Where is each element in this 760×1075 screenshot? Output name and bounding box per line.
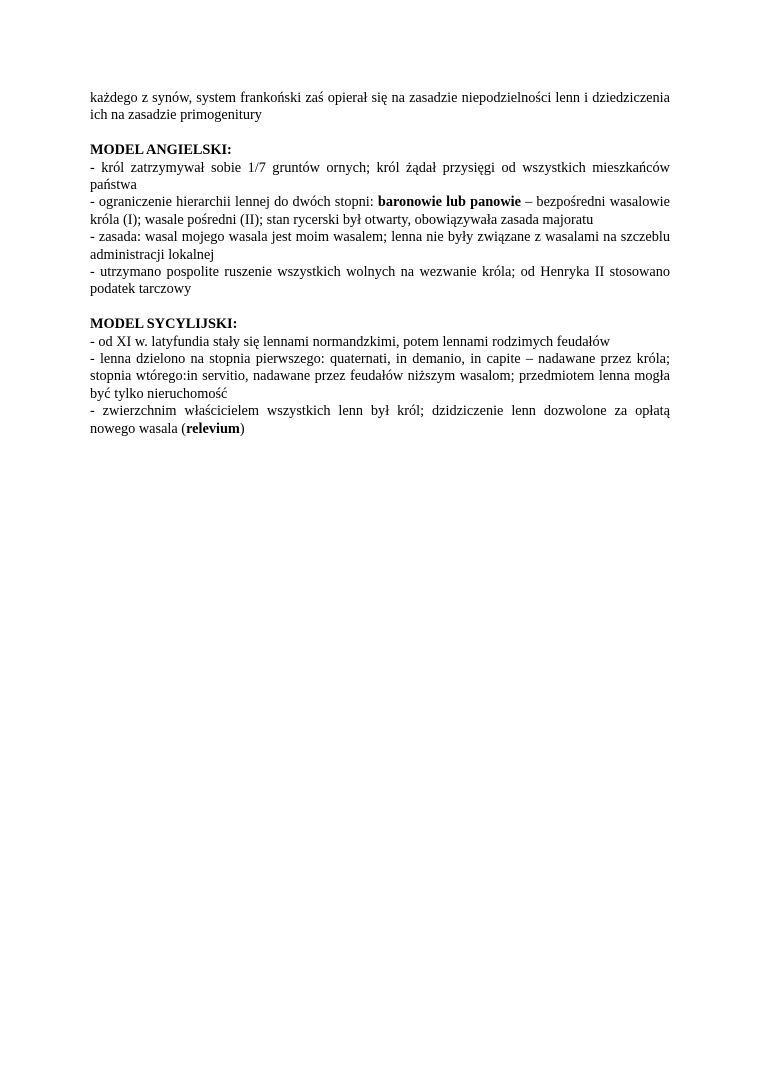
english-point-3: - zasada: wasal mojego wasala jest moim wasalem; lenna nie były związane z wasalami na szczeblu administracji lokalnej (90, 229, 670, 263)
section-heading-sicilian: MODEL SYCYLIJSKI: (90, 316, 238, 333)
sicilian-point-1: - od XI w. latyfundia stały się lennami normandzkimi, potem lennami rodzimych feudałów (90, 333, 610, 350)
english-point-1: - król zatrzymywał sobie 1/7 gruntów ornych; król żądał przysięgi od wszystkich mieszkańców państwa (90, 159, 670, 194)
english-point-2-bold: baronowie lub panowie (377, 194, 521, 211)
sicilian-point-3-text-a: - zwierzchnim właścicielem wszystkich lenn był król; dzidziczenie lenn dozwolone za opłatą nowego wasala ( (90, 403, 670, 437)
document-page (90, 90, 670, 438)
sicilian-point-3 (90, 403, 670, 438)
english-point-2-text-b: – bezpośredni wasalowie króla (I); wasale pośredni (II); stan rycerski był otwarty, obowiązywała zasada majoratu (90, 194, 670, 228)
spacer (90, 125, 670, 142)
spacer (90, 299, 670, 316)
english-point-2-text-a: - ograniczenie hierarchii lennej do dwóch stopni: (90, 194, 378, 211)
sicilian-point-3-bold: relevium (186, 420, 240, 437)
sicilian-point-2: - lenna dzielono na stopnia pierwszego: quaternati, in demanio, in capite – nadawane przez króla; stopnia wtórego:in servitio, nadawane przez feudałów niższym wasalom; przedmiotem lenna mogła być tylko nieruchomość (90, 351, 670, 402)
english-point-2 (90, 194, 670, 229)
section-heading-english: MODEL ANGIELSKI: (90, 142, 232, 159)
intro-paragraph: każdego z synów, system frankoński zaś opierał się na zasadzie niepodzielności lenn i dziedziczenia ich na zasadzie primogenitury (90, 90, 670, 124)
sicilian-point-3-text-b: ) (239, 420, 245, 437)
english-point-4: - utrzymano pospolite ruszenie wszystkich wolnych na wezwanie króla; od Henryka II stosowano podatek tarczowy (90, 264, 670, 298)
